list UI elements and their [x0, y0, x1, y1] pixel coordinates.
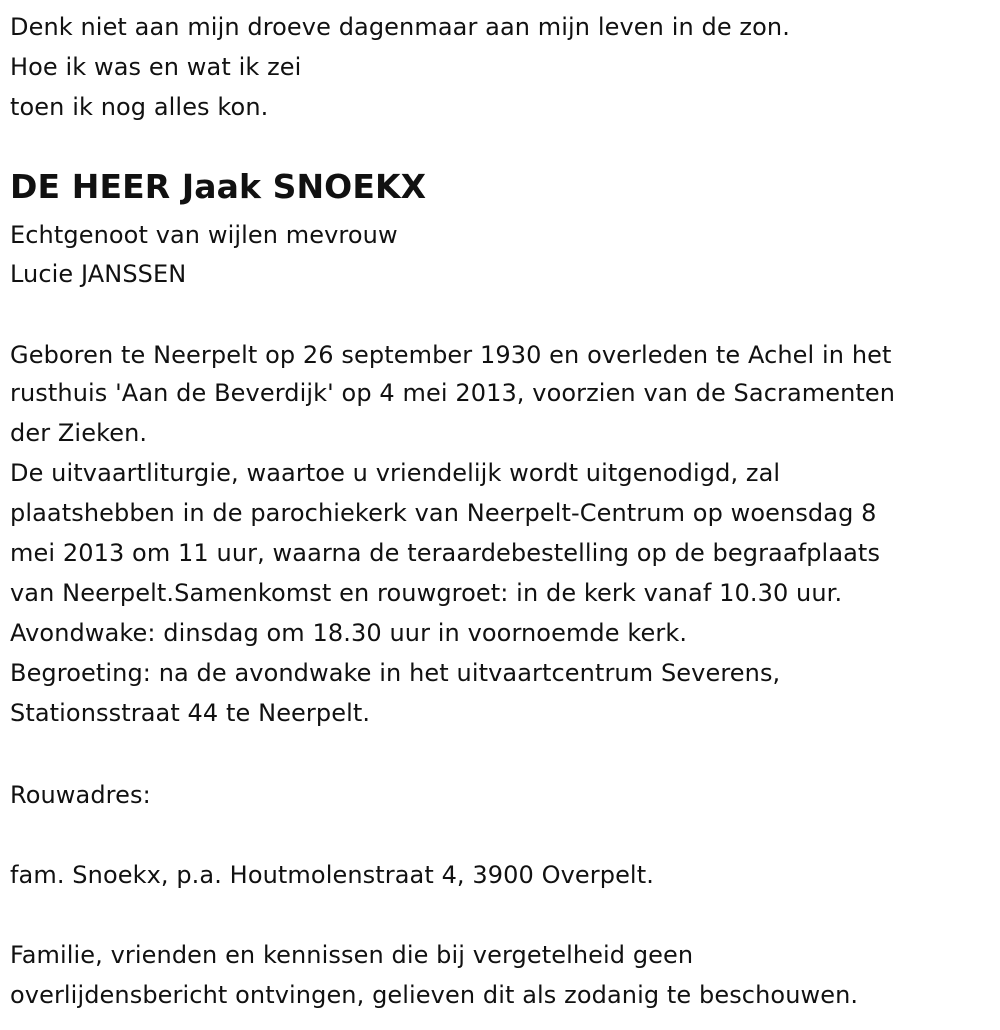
closing-line: Familie, vrienden en kennissen die bij vergetelheid geen: [10, 941, 694, 969]
poem-line: Hoe ik was en wat ik zei: [10, 53, 302, 81]
body-line: Begroeting: na de avondwake in het uitvaartcentrum Severens,: [10, 659, 781, 687]
body-line: De uitvaartliturgie, waartoe u vriendelijk wordt uitgenodigd, zal: [10, 459, 781, 487]
spouse-line: Echtgenoot van wijlen mevrouw: [10, 221, 398, 249]
closing-line: overlijdensbericht ontvingen, gelieven dit als zodanig te beschouwen.: [10, 981, 859, 1009]
poem-line: Denk niet aan mijn droeve dagenmaar aan mijn leven in de zon.: [10, 13, 790, 41]
body-line: mei 2013 om 11 uur, waarna de teraardebestelling op de begraafplaats: [10, 539, 881, 567]
body-line: plaatshebben in de parochiekerk van Neerpelt-Centrum op woensdag 8: [10, 499, 877, 527]
spouse-line: Lucie JANSSEN: [10, 260, 187, 288]
body-line: Avondwake: dinsdag om 18.30 uur in voornoemde kerk.: [10, 619, 688, 647]
body-line: Stationsstraat 44 te Neerpelt.: [10, 699, 371, 727]
address-label: Rouwadres:: [10, 781, 151, 809]
body-line: der Zieken.: [10, 419, 148, 447]
body-line: van Neerpelt.Samenkomst en rouwgroet: in de kerk vanaf 10.30 uur.: [10, 579, 843, 607]
poem-line: toen ik nog alles kon.: [10, 93, 269, 121]
address: fam. Snoekx, p.a. Houtmolenstraat 4, 3900 Overpelt.: [10, 861, 654, 889]
body-line: rusthuis 'Aan de Beverdijk' op 4 mei 2013, voorzien van de Sacramenten: [10, 379, 896, 407]
body-line: Geboren te Neerpelt op 26 september 1930 en overleden te Achel in het: [10, 341, 892, 369]
deceased-name: DE HEER Jaak SNOEKX: [10, 167, 427, 206]
